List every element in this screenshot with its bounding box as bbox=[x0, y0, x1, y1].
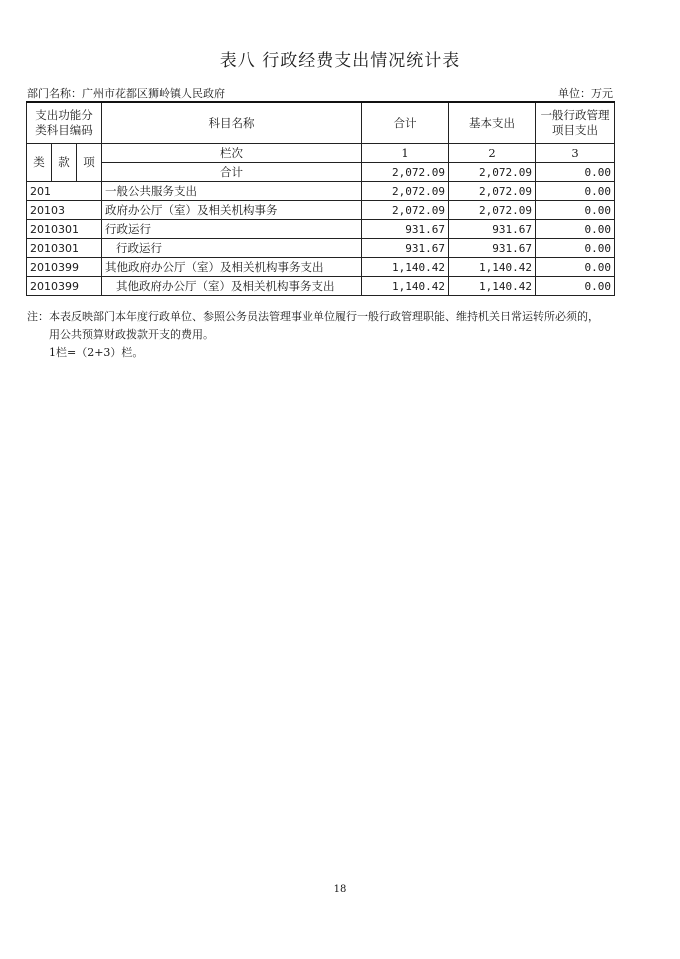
row-name: 行政运行 bbox=[102, 239, 362, 258]
table-row bbox=[27, 258, 615, 277]
row-project: 0.00 bbox=[536, 201, 615, 220]
column-order-1: 1 bbox=[362, 144, 449, 163]
table-row bbox=[27, 220, 615, 239]
row-name: 一般公共服务支出 bbox=[102, 182, 362, 201]
table-row bbox=[27, 239, 615, 258]
total-value: 2,072.09 bbox=[362, 163, 449, 182]
note-line-1-continued: 用公共预算财政拨款开支的费用。 bbox=[49, 328, 214, 341]
note-line-2: 1栏=（2+3）栏。 bbox=[49, 346, 144, 359]
row-name: 其他政府办公厅（室）及相关机构事务支出 bbox=[102, 277, 362, 296]
row-code: 2010399 bbox=[27, 258, 102, 277]
expenditure-table bbox=[26, 101, 615, 296]
page-number: 18 bbox=[333, 884, 347, 895]
table-notes bbox=[27, 308, 617, 362]
total-label: 合计 bbox=[102, 163, 362, 182]
header-general-admin: 一般行政管理项目支出 bbox=[536, 102, 615, 144]
row-total: 2,072.09 bbox=[362, 201, 449, 220]
row-project: 0.00 bbox=[536, 220, 615, 239]
row-code: 2010301 bbox=[27, 220, 102, 239]
row-name: 其他政府办公厅（室）及相关机构事务支出 bbox=[102, 258, 362, 277]
header-xiang: 项 bbox=[77, 144, 102, 182]
row-total: 2,072.09 bbox=[362, 182, 449, 201]
table-row bbox=[27, 201, 615, 220]
row-project: 0.00 bbox=[536, 258, 615, 277]
row-name: 政府办公厅（室）及相关机构事务 bbox=[102, 201, 362, 220]
header-lei: 类 bbox=[27, 144, 52, 182]
header-basic: 基本支出 bbox=[449, 102, 536, 144]
header-subject-name: 科目名称 bbox=[102, 102, 362, 144]
table-row bbox=[27, 277, 615, 296]
total-basic: 2,072.09 bbox=[449, 163, 536, 182]
department-name: 部门名称：广州市花都区狮岭镇人民政府 bbox=[27, 87, 225, 100]
column-order-row bbox=[27, 144, 615, 163]
row-basic: 931.67 bbox=[449, 220, 536, 239]
total-row bbox=[27, 163, 615, 182]
header-func-code: 支出功能分类科目编码 bbox=[27, 102, 102, 144]
note-line-1: 注：本表反映部门本年度行政单位、参照公务员法管理事业单位履行一般行政管理职能、维持机关日常运转所必须的， bbox=[27, 310, 599, 323]
row-total: 931.67 bbox=[362, 239, 449, 258]
row-project: 0.00 bbox=[536, 239, 615, 258]
row-code: 2010399 bbox=[27, 277, 102, 296]
column-order-label: 栏次 bbox=[102, 144, 362, 163]
row-basic: 2,072.09 bbox=[449, 201, 536, 220]
column-order-3: 3 bbox=[536, 144, 615, 163]
row-total: 1,140.42 bbox=[362, 277, 449, 296]
table-row bbox=[27, 182, 615, 201]
table-header-row bbox=[27, 102, 615, 144]
row-project: 0.00 bbox=[536, 277, 615, 296]
row-name: 行政运行 bbox=[102, 220, 362, 239]
row-basic: 2,072.09 bbox=[449, 182, 536, 201]
total-project: 0.00 bbox=[536, 163, 615, 182]
row-project: 0.00 bbox=[536, 182, 615, 201]
header-kuan: 款 bbox=[52, 144, 77, 182]
page-title: 表八 行政经费支出情况统计表 bbox=[219, 51, 461, 71]
header-total: 合计 bbox=[362, 102, 449, 144]
unit-label: 单位：万元 bbox=[558, 87, 613, 100]
row-code: 2010301 bbox=[27, 239, 102, 258]
row-basic: 1,140.42 bbox=[449, 258, 536, 277]
row-basic: 1,140.42 bbox=[449, 277, 536, 296]
row-code: 201 bbox=[27, 182, 102, 201]
row-total: 1,140.42 bbox=[362, 258, 449, 277]
row-total: 931.67 bbox=[362, 220, 449, 239]
row-basic: 931.67 bbox=[449, 239, 536, 258]
row-code: 20103 bbox=[27, 201, 102, 220]
column-order-2: 2 bbox=[449, 144, 536, 163]
